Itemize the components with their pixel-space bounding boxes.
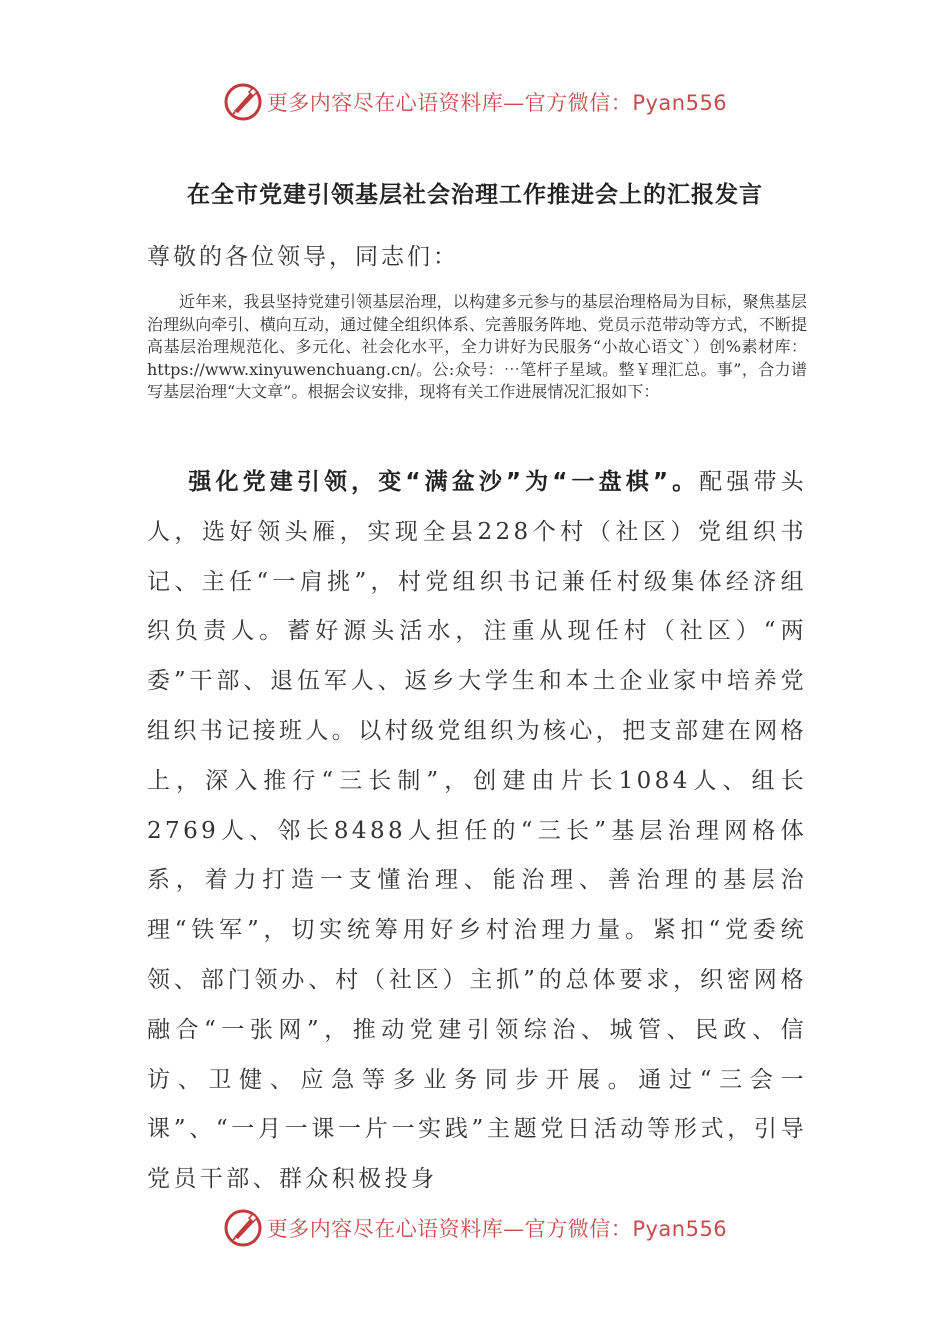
section-1-paragraph: [147, 458, 807, 1205]
footer-banner: [0, 1206, 950, 1250]
document-title: 在全市党建引领基层社会治理工作推进会上的汇报发言: [187, 182, 763, 208]
intro-section: [147, 291, 807, 404]
banner-wechat-id: Pyan556: [632, 91, 728, 115]
banner-text: 更多内容尽在心语资料库—官方微信：: [266, 1217, 633, 1241]
pen-logo-icon: [223, 82, 263, 122]
header-banner: [0, 80, 950, 124]
banner-wechat-id: Pyan556: [632, 1217, 728, 1241]
section-1-body: 配强带头人，选好领头雁，实现全县228个村（社区）党组织书记、主任“一肩挑”，村党组织书记兼任村级集体经济组织负责人。蓄好源头活水，注重从现任村（社区）“两委”干部、退伍军人、返乡大学生和本土企业家中培养党组织书记接班人。以村级党组织为核心，把支部建在网格上，深入推行“三长制”，创建由片长1084人、组长2769人、邻长8488人担任的“三长”基层治理网格体系，着力打造一支懂治理、能治理、善治理的基层治理“铁军”，切实统筹用好乡村治理力量。紧扣“党委统领、部门领办、村（社区）主抓”的总体要求，织密网格融合“一张网”，推动党建引领综治、城管、民政、信访、卫健、应急等多业务同步开展。通过“三会一课”、“一月一课一片一实践”主题党日活动等形式，引导党员干部、群众积极投身: [147, 469, 807, 1193]
salutation: 尊敬的各位领导，同志们：: [147, 244, 459, 270]
pen-logo-icon: [223, 1208, 263, 1248]
banner-text: 更多内容尽在心语资料库—官方微信：: [266, 91, 633, 115]
intro-paragraph: 近年来，我县坚持党建引领基层治理，以构建多元参与的基层治理格局为目标，聚焦基层治理纵向牵引、横向互动，通过健全组织体系、完善服务阵地、党员示范带动等方式，不断提高基层治理规范化、多元化、社会化水平，全力讲好为民服务“小故心语文`）创%素材库：https://www.xinyuwenchuang.cn/。公:众号：⋯笔杆子星域。整￥理汇总。事”，合力谱写基层治理“大文章”。根据会议安排，现将有关工作进展情况汇报如下：: [147, 292, 807, 402]
section-1: [147, 458, 807, 1205]
section-1-heading: 强化党建引领，变“满盆沙”为“一盘棋”。: [188, 469, 700, 495]
